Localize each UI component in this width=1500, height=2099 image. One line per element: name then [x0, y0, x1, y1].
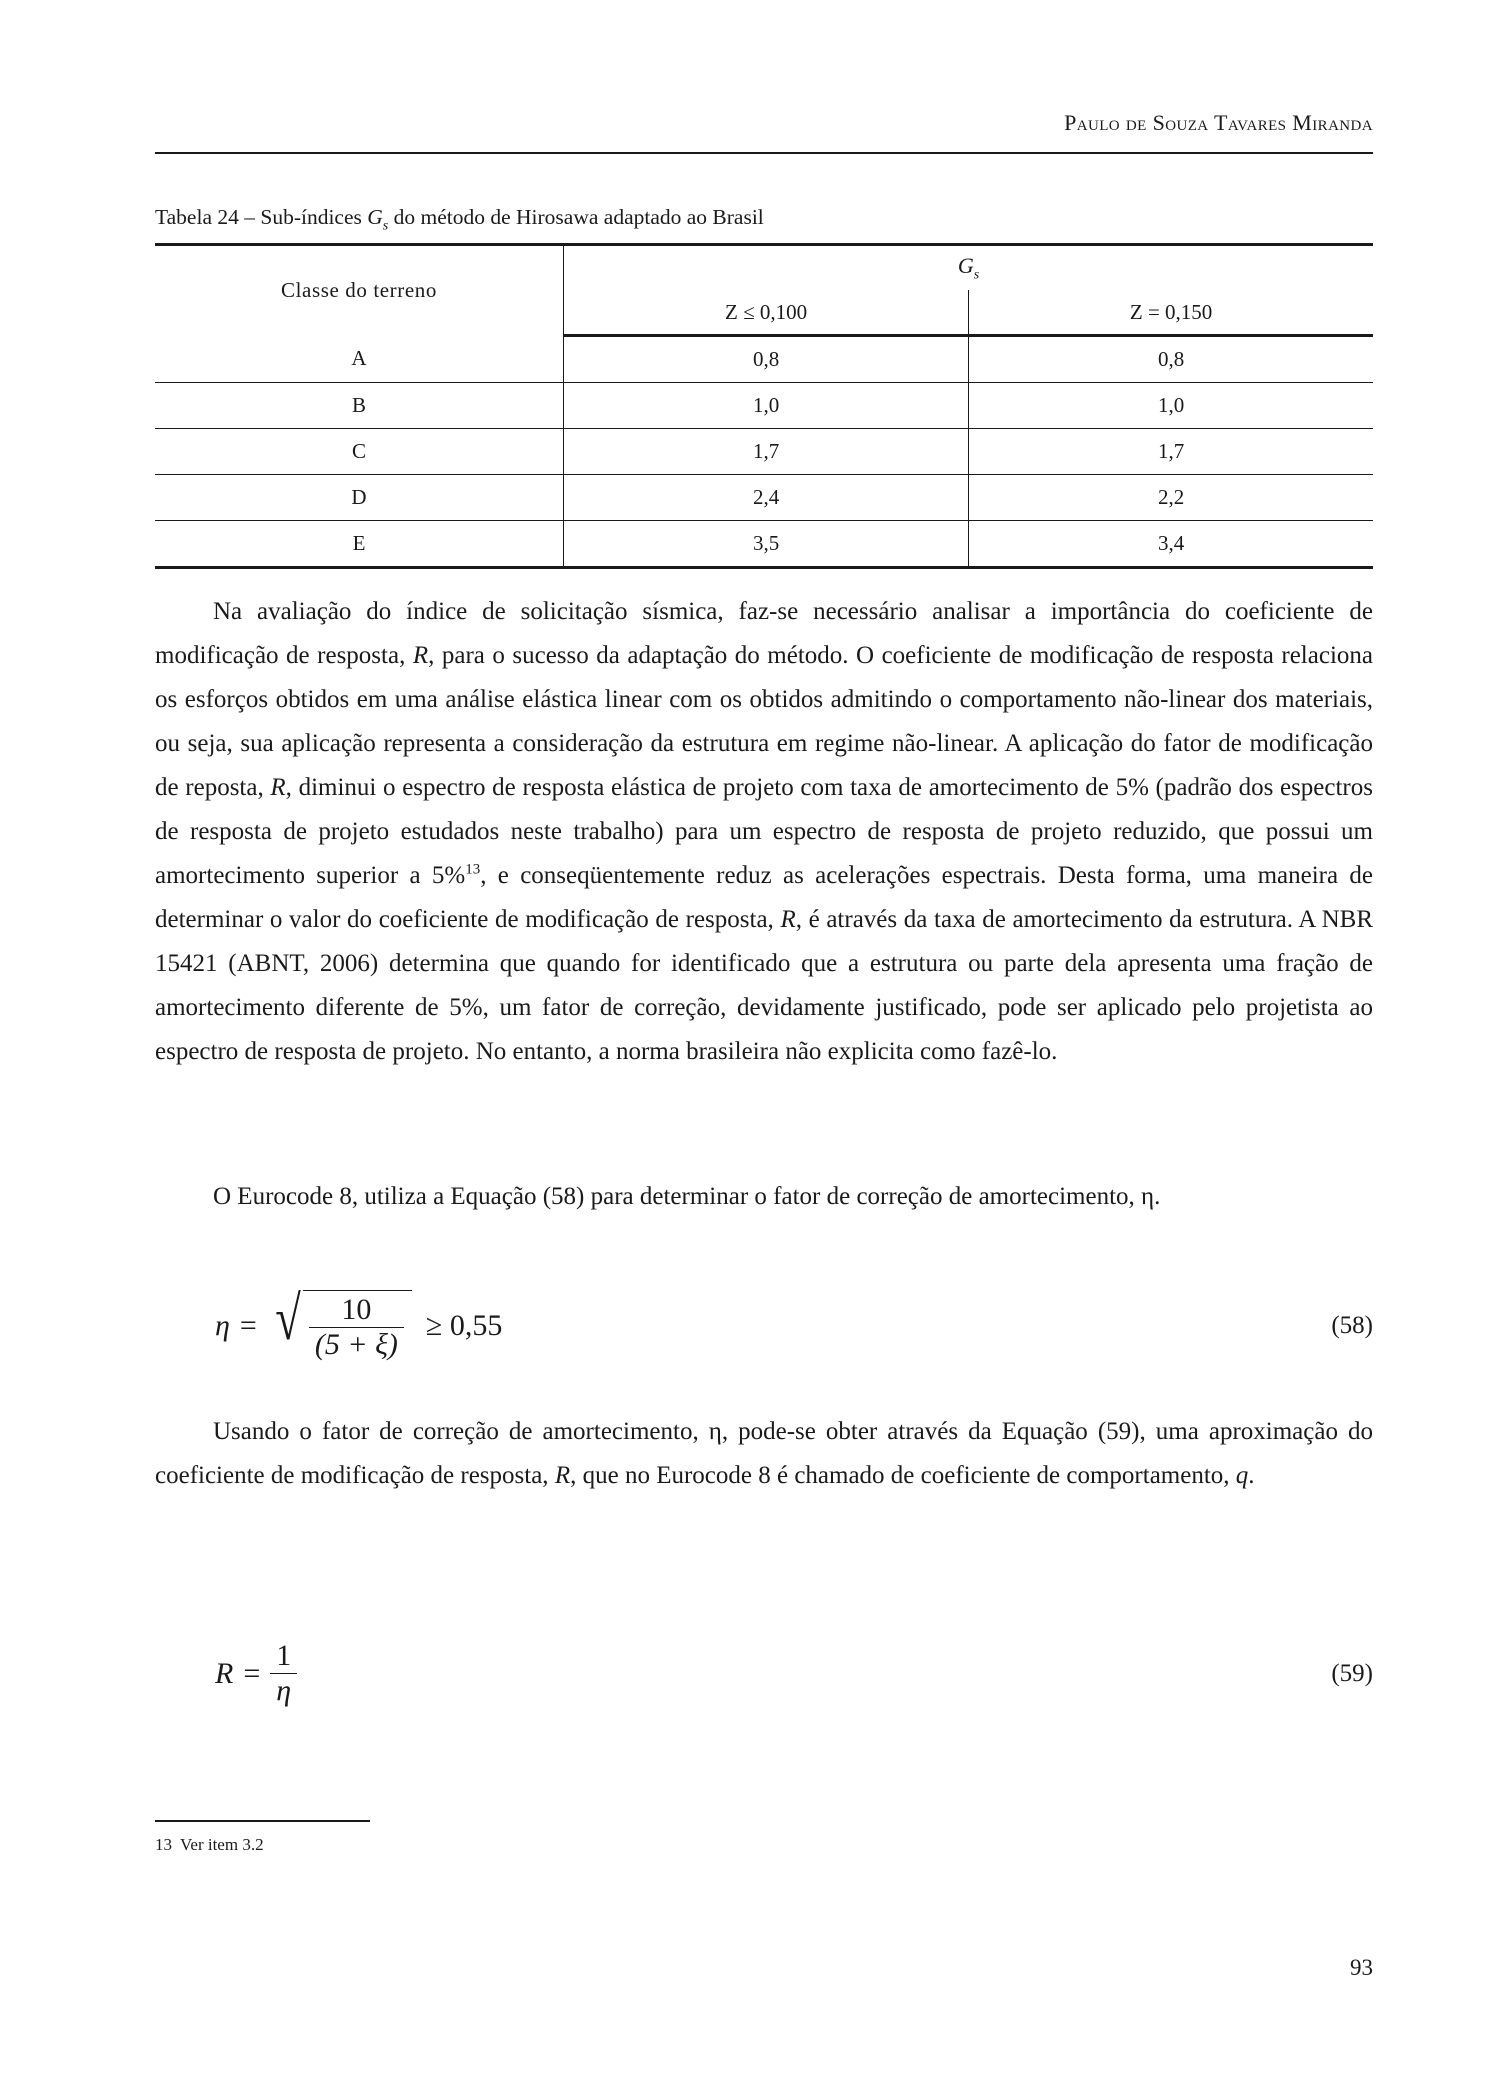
equation-59-numerator: 1 — [276, 1639, 292, 1672]
footnote-text: Ver item 3.2 — [180, 1835, 264, 1854]
radical-icon: √ — [275, 1285, 301, 1353]
table-header-gs-sub: s — [973, 267, 980, 283]
header-divider — [155, 152, 1373, 154]
equation-59-equals: = — [243, 1656, 261, 1690]
footnote — [155, 1835, 755, 1855]
cell-z150: 1,7 — [969, 429, 1373, 475]
page-number: 93 — [1350, 1955, 1373, 1980]
cell-z100: 3,5 — [564, 521, 969, 568]
equation-59 — [155, 1640, 1373, 1708]
equation-58 — [155, 1285, 1373, 1362]
footnote-marker: 13 — [155, 1835, 172, 1854]
cell-z100: 0,8 — [564, 336, 969, 383]
equation-58-fraction — [309, 1294, 404, 1362]
table-caption-suffix: do método de Hirosawa adaptado ao Brasil — [388, 205, 764, 229]
cell-classe: C — [155, 429, 564, 475]
table-caption — [155, 205, 1373, 234]
table-gs — [155, 243, 1373, 569]
equation-59-lhs: R — [215, 1656, 234, 1690]
cell-classe: A — [155, 336, 564, 383]
table-header-row-1 — [155, 245, 1373, 291]
table-row — [155, 475, 1373, 521]
cell-z100: 1,7 — [564, 429, 969, 475]
cell-z100: 1,0 — [564, 383, 969, 429]
equation-58-radicand — [303, 1290, 412, 1362]
table-row — [155, 336, 1373, 383]
table-header-z150-label: Z = 0,150 — [1129, 299, 1213, 324]
equation-59-number: (59) — [1331, 1659, 1373, 1687]
cell-classe: B — [155, 383, 564, 429]
cell-z150: 1,0 — [969, 383, 1373, 429]
cell-z150: 2,2 — [969, 475, 1373, 521]
equation-59-fraction — [270, 1640, 297, 1708]
cell-z150: 0,8 — [969, 336, 1373, 383]
running-head: Paulo de Souza Tavares Miranda — [1064, 110, 1373, 135]
paragraph-1: Na avaliação do índice de solicitação sísmica, faz-se necessário analisar a importância do coeficiente de modificação de resposta, R, para o sucesso da adaptação do método. O coeficiente de modificação de resposta relaciona os esforços obtidos em uma análise elástica linear com os obtidos admitindo o comportamento não-linear dos materiais, ou seja, sua aplicação representa a consideração da estrutura em regime não-linear. A aplicação do fator de modificação de reposta, R, diminui o espectro de resposta elástica de projeto com taxa de amortecimento de 5% (padrão dos espectros de resposta de projeto estudados neste trabalho) para um espectro de resposta de projeto reduzido, que possui um amortecimento superior a 5%$^{13}$, e conseqüentemente reduz as acelerações espectrais. Desta forma, uma maneira de determinar o valor do coeficiente de modificação de resposta, R, é através da taxa de amortecimento da estrutura. A NBR 15421 (ABNT, 2006) determina que quando for identificado que a estrutura ou parte dela apresenta uma fração de amortecimento diferente de 5%, um fator de correção, devidamente justificado, pode ser aplicado pelo projetista ao espectro de resposta de projeto. No entanto, a norma brasileira não explicita como fazê-lo. — [155, 598, 1373, 1065]
table-header-gs — [564, 245, 1374, 291]
equation-59-expression — [215, 1640, 297, 1708]
table-caption-prefix: Tabela 24 – Sub-índices — [155, 205, 368, 229]
table-caption-symbol-sub: s — [382, 218, 389, 234]
footnote-divider — [155, 1820, 370, 1822]
table-header-classe — [155, 245, 564, 336]
table-header-gs-symbol: G — [957, 252, 974, 278]
cell-z100: 2,4 — [564, 475, 969, 521]
equation-58-number: (58) — [1331, 1311, 1373, 1339]
equation-58-numerator: 10 — [341, 1293, 372, 1326]
table-row — [155, 521, 1373, 568]
cell-classe: D — [155, 475, 564, 521]
equation-58-relation: ≥ 0,55 — [425, 1308, 503, 1342]
table-row — [155, 383, 1373, 429]
cell-z150: 3,4 — [969, 521, 1373, 568]
table-header-z100 — [564, 290, 969, 336]
paragraph-2: O Eurocode 8, utiliza a Equação (58) para determinar o fator de correção de amortecimento, η. — [213, 1183, 1161, 1210]
equation-58-expression — [215, 1285, 503, 1362]
equation-58-denominator: (5 + ξ) — [309, 1327, 404, 1361]
equation-59-denominator: η — [270, 1673, 297, 1707]
paragraph-3: Usando o fator de correção de amortecimento, η, pode-se obter através da Equação (59), uma aproximação do coeficiente de modificação de resposta, R, que no Eurocode 8 é chamado de coeficiente de comportamento, q. — [155, 1418, 1373, 1489]
table-row — [155, 429, 1373, 475]
cell-classe: E — [155, 521, 564, 568]
table-gs-grid — [155, 243, 1373, 569]
equation-58-lhs: η — [215, 1308, 230, 1342]
equation-58-equals: = — [239, 1308, 257, 1342]
table-header-classe-label: Classe do terreno — [281, 278, 437, 303]
equation-58-sqrt — [271, 1285, 412, 1362]
table-header-z100-label: Z ≤ 0,100 — [725, 299, 808, 324]
table-header-z150 — [969, 290, 1373, 336]
table-caption-symbol: G — [367, 205, 383, 229]
